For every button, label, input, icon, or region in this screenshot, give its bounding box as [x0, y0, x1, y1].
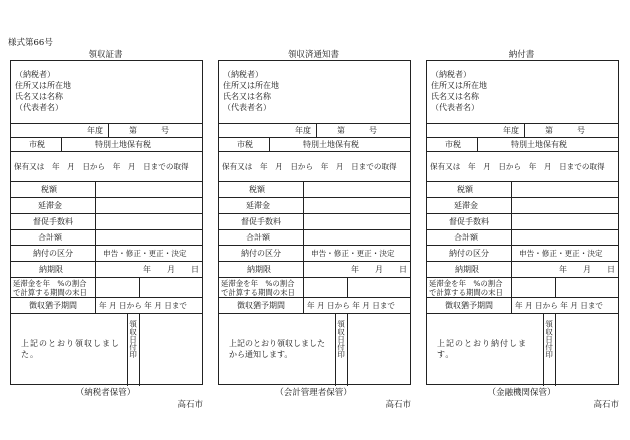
tax-type-label: 特別土地保有税	[95, 140, 151, 149]
form-sheet	[218, 60, 411, 385]
closing-statement: 上記のとおり納付します。	[437, 339, 527, 359]
payment-category-label: 納付の区分	[33, 249, 73, 258]
keeper-label: （金融機関保管）	[487, 388, 556, 398]
address-label: 住所又は所在地	[15, 81, 71, 90]
late-rate-line1: 延滞金を年 %の割合	[13, 279, 87, 288]
late-rate-line1: 延滞金を年 %の割合	[429, 279, 503, 288]
taxpayer-label: （納税者）	[223, 70, 263, 79]
panel-title: 領収証書	[88, 50, 123, 60]
form-number: 様式第66号	[8, 38, 53, 48]
late-fee-label: 延滞金	[246, 201, 270, 210]
form-panel-2	[424, 48, 619, 408]
address-label: 住所又は所在地	[223, 81, 279, 90]
representative-label: （代表者名）	[15, 103, 63, 112]
fiscal-year-label: 年度	[87, 126, 103, 135]
receipt-number-field: 第 号	[545, 126, 585, 135]
panel-title: 領収済通知書	[287, 50, 339, 60]
receipt-number-field: 第 号	[129, 126, 169, 135]
late-rate-line1: 延滞金を年 %の割合	[221, 279, 295, 288]
stamp-label: 領収日付印	[336, 320, 346, 358]
due-date-value: 年 月 日	[351, 265, 407, 274]
city-name: 高石市	[177, 400, 203, 410]
grace-period-value: 年 月 日から 年 月 日まで	[515, 301, 604, 310]
tax-type-label: 特別土地保有税	[511, 140, 567, 149]
grace-period-label: 徴収猶予期間	[29, 301, 77, 310]
payment-category-label: 納付の区分	[241, 249, 281, 258]
tax-amount-label: 税額	[457, 185, 473, 194]
receipt-number-field: 第 号	[337, 126, 377, 135]
late-fee-label: 延滞金	[454, 201, 478, 210]
panel-title: 納付書	[508, 50, 535, 60]
due-date-label: 納期限	[39, 265, 63, 274]
grace-period-label: 徴収猶予期間	[237, 301, 285, 310]
name-label: 氏名又は名称	[431, 92, 479, 101]
stamp-label: 領収日付印	[544, 320, 554, 358]
total-amount-label: 合計額	[454, 233, 478, 242]
form-panel-0	[8, 48, 203, 408]
name-label: 氏名又は名称	[223, 92, 271, 101]
city-tax-label: 市税	[29, 140, 45, 149]
city-name: 高石市	[593, 400, 619, 410]
payment-category-label: 納付の区分	[449, 249, 489, 258]
late-rate-line2: で計算する期間の末日	[221, 288, 295, 297]
total-amount-label: 合計額	[246, 233, 270, 242]
due-date-value: 年 月 日	[559, 265, 615, 274]
reminder-fee-label: 督促手数料	[449, 217, 489, 226]
taxpayer-block	[223, 69, 279, 113]
grace-period-label: 徴収猶予期間	[445, 301, 493, 310]
total-amount-label: 合計額	[38, 233, 62, 242]
address-label: 住所又は所在地	[431, 81, 487, 90]
payment-category-value: 申告・修正・更正・決定	[519, 249, 603, 258]
grace-period-value: 年 月 日から 年 月 日まで	[99, 301, 188, 310]
form-panel-1	[216, 48, 411, 408]
city-tax-label: 市税	[237, 140, 253, 149]
fiscal-year-label: 年度	[295, 126, 311, 135]
due-date-label: 納期限	[247, 265, 271, 274]
form-sheet	[426, 60, 619, 385]
form-sheet	[10, 60, 203, 385]
due-date-value: 年 月 日	[143, 265, 199, 274]
taxpayer-label: （納税者）	[431, 70, 471, 79]
late-fee-label: 延滞金	[38, 201, 62, 210]
keeper-label: （会計管理者保管）	[275, 388, 352, 398]
taxpayer-block	[431, 69, 487, 113]
reminder-fee-label: 督促手数料	[33, 217, 73, 226]
late-rate-line2: で計算する期間の末日	[429, 288, 503, 297]
payment-category-value: 申告・修正・更正・決定	[103, 249, 187, 258]
tax-type-label: 特別土地保有税	[303, 140, 359, 149]
period-text: 保有又は 年 月 日から 年 月 日までの取得	[222, 162, 397, 171]
fiscal-year-label: 年度	[503, 126, 519, 135]
period-text: 保有又は 年 月 日から 年 月 日までの取得	[14, 162, 189, 171]
taxpayer-block	[15, 69, 71, 113]
reminder-fee-label: 督促手数料	[241, 217, 281, 226]
tax-amount-label: 税額	[249, 185, 265, 194]
period-text: 保有又は 年 月 日から 年 月 日までの取得	[430, 162, 605, 171]
city-name: 高石市	[385, 400, 411, 410]
representative-label: （代表者名）	[431, 103, 479, 112]
closing-statement: 上記のとおり領収しました。	[21, 339, 120, 359]
city-tax-label: 市税	[445, 140, 461, 149]
payment-category-value: 申告・修正・更正・決定	[311, 249, 395, 258]
stamp-label: 領収日付印	[128, 320, 138, 358]
representative-label: （代表者名）	[223, 103, 271, 112]
name-label: 氏名又は名称	[15, 92, 63, 101]
tax-amount-label: 税額	[41, 185, 57, 194]
taxpayer-label: （納税者）	[15, 70, 55, 79]
late-rate-line2: で計算する期間の末日	[13, 288, 87, 297]
closing-statement: 上記のとおり領収しましたから通知します。	[229, 339, 325, 359]
grace-period-value: 年 月 日から 年 月 日まで	[307, 301, 396, 310]
keeper-label: （納税者保管）	[75, 388, 136, 398]
due-date-label: 納期限	[455, 265, 479, 274]
